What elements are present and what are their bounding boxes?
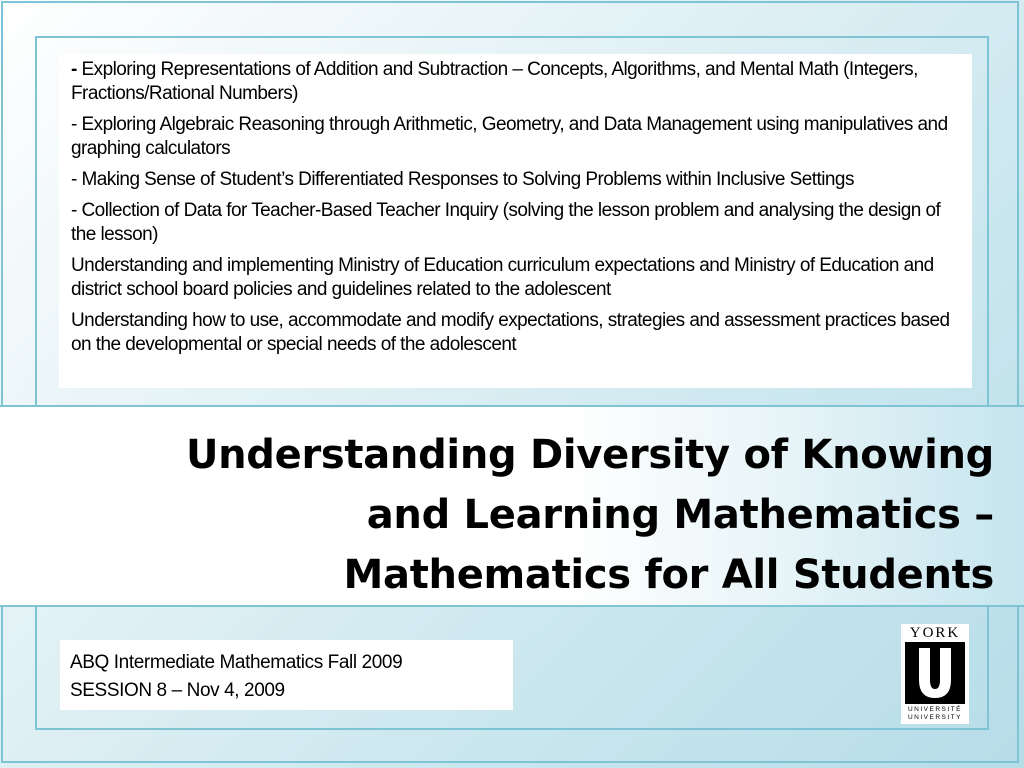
bullet-item (71, 254, 960, 302)
course-name: ABQ Intermediate Mathematics Fall 2009 (70, 652, 403, 673)
slide-title (14, 425, 994, 605)
title-band (0, 405, 1024, 607)
bullet-item (71, 113, 960, 161)
session-date: SESSION 8 – Nov 4, 2009 (70, 680, 285, 701)
bullet-item (71, 199, 960, 247)
bullet-item (71, 168, 960, 192)
bullet-dash: - (71, 59, 77, 80)
bullet-text: Understanding and implementing Ministry of Education curriculum expectations and Ministry of Education and district school board policies and guidelines related to the adolescent (71, 255, 934, 300)
bullet-text: - Exploring Algebraic Reasoning through Arithmetic, Geometry, and Data Management using manipulatives and graphing calculators (71, 114, 948, 159)
logo-university-text: UNIVERSITY (907, 714, 962, 721)
york-university-logo (901, 624, 969, 724)
title-line-1: Understanding Diversity of Knowing (185, 432, 994, 478)
bullet-text: - Making Sense of Student’s Differentiated Responses to Solving Problems within Inclusive Settings (71, 169, 854, 190)
title-line-2: and Learning Mathematics – (366, 492, 994, 538)
session-info-box (60, 640, 513, 710)
logo-universite-text: UNIVERSITÉ (907, 706, 962, 713)
bullet-item (71, 58, 960, 106)
bullet-item (71, 309, 960, 357)
logo-york-text: YORK (909, 625, 961, 641)
bullet-text: Exploring Representations of Addition and Subtraction – Concepts, Algorithms, and Mental Math (Integers, Fractions/Rational Numbers) (71, 59, 918, 104)
bullet-text: - Collection of Data for Teacher-Based Teacher Inquiry (solving the lesson problem and analysing the design of the lesson) (71, 200, 941, 245)
bullet-text: Understanding how to use, accommodate and modify expectations, strategies and assessment practices based on the developmental or special needs of the adolescent (71, 310, 950, 355)
york-u-logo-icon (905, 642, 965, 704)
bullets-box (59, 54, 972, 388)
title-line-3: Mathematics for All Students (343, 552, 994, 598)
